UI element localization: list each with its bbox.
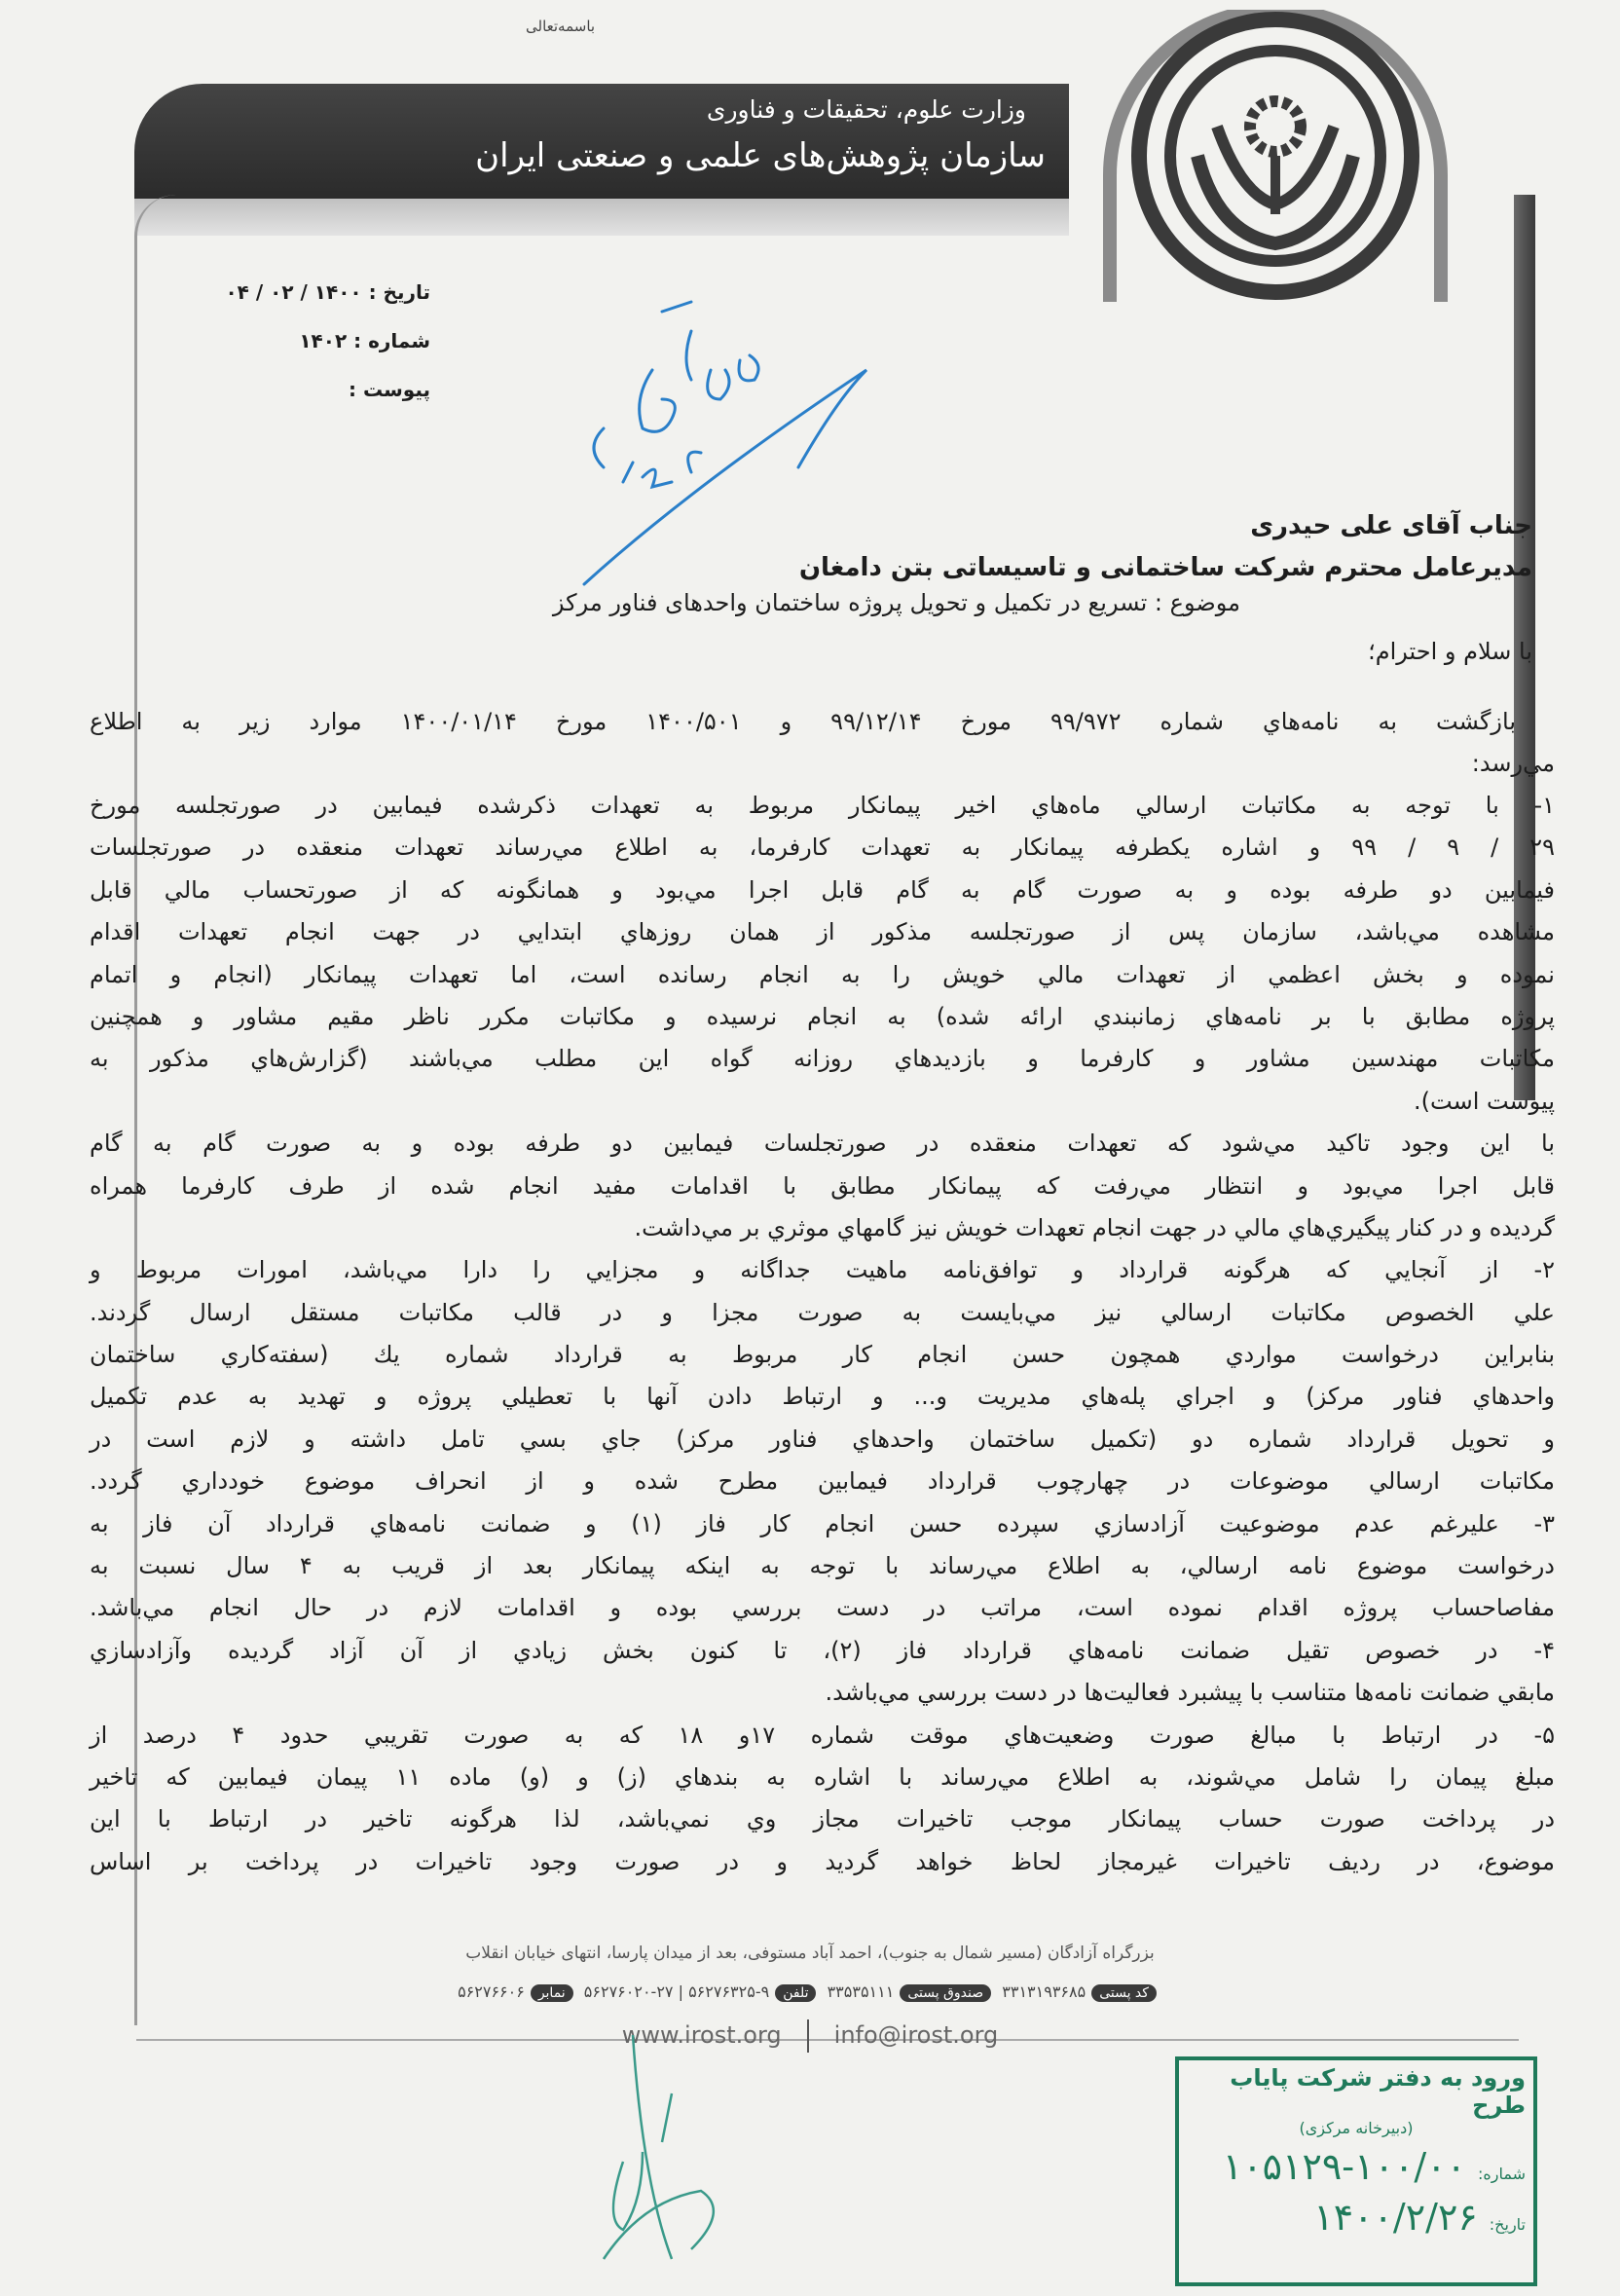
received-stamp [1175, 2056, 1537, 2286]
bismillah-heading: باسمه‌تعالی [526, 18, 596, 35]
organization-name: سازمان پژوهش‌های علمی و صنعتی ایران [475, 136, 1046, 175]
stamp-number-value: ۱۰۰/۰۰-۱۰۵۱۲۹ [1222, 2145, 1466, 2188]
divider [807, 2019, 809, 2053]
body-line: و تحويل قرارداد شماره دو (تكميل ساختمان واحدهاي فناور مركز) جاي بسي تامل داشته و لازم است در [90, 1425, 1555, 1453]
stamp-subtitle: (دبیرخانه مرکزی) [1299, 2119, 1414, 2137]
body-line: پيوست است). [1414, 1087, 1555, 1115]
footer-address: بزرگراه آزادگان (مسیر شمال به جنوب)، احمد آباد مستوفی، بعد از میدان پارسا، انتهای خیابان انقلاب [465, 1944, 1155, 1963]
body-line: با اين وجود تاكيد مي‌شود كه تعهدات منعقده در صورتجلسات فيمابين دو طرفه بوده و به صورت گام به گام [90, 1129, 1555, 1158]
body-line: مفاصاحساب پروژه اقدام نموده است، مراتب در دست بررسي بوده و اقدامات لازم در حال انجام مي‌باشد. [90, 1594, 1555, 1622]
body-line: ۱- با توجه به مكاتبات ارسالي ماه‌هاي اخير پيمانكار مربوط به تعهدات ذكرشده فيمابين در صورتجلسه مورخ [90, 792, 1555, 819]
footer-web [0, 2019, 1620, 2053]
body-line: در پرداخت صورت حساب پيمانكار موجب تاخيرات مجاز وي نمي‌باشد، لذا هرگونه تاخير در ارتباط با اين [90, 1805, 1555, 1833]
body-line: ۲۹ / ۹ / ۹۹ و اشاره يكطرفه پيمانكار به تعهدات كارفرما، به اطلاع مي‌رساند تعهدات منعقده در صورتجلسات [90, 833, 1555, 862]
letter-meta [206, 280, 430, 426]
letter-subject: موضوع : تسریع در تکمیل و تحویل پروژه ساختمان واحدهای فناور مرکز [552, 589, 1240, 616]
date-row [206, 280, 430, 329]
date-value: ۱۴۰۰ / ۰۲ / ۰۴ [225, 280, 362, 304]
fax: ۵۶۲۷۶۶۰۶ [458, 1982, 525, 2001]
organization-logo-icon [1071, 10, 1480, 321]
website-link[interactable]: www.irost.org [621, 2021, 782, 2049]
body-line: مشاهده مي‌باشد، سازمان پس از صورتجلسه مذكور از همان روزهاي ابتدايي در جهت انجام تعهدات اقدام [90, 918, 1555, 946]
body-line: مابقي ضمانت نامه‌ها متناسب با پيشبرد فعاليت‌ها در دست بررسي مي‌باشد. [825, 1679, 1555, 1707]
body-line: قابل اجرا مي‌بود و انتظار مي‌رفت كه پيمانكار مطابق با اقدامات مفيد انجام شده از طرف كارفرما همراه [90, 1171, 1555, 1200]
body-line: واحدهاي فناور مركز) و اجراي پله‌هاي مديريت و... و ارتباط دادن آنها با تعطيلي پروژه و تهديد به عدم تكميل [90, 1383, 1555, 1411]
signature-icon [584, 2035, 740, 2269]
stamp-title: ورود به دفتر شرکت پایاب طرح [1230, 2064, 1526, 2119]
greeting: با سلام و احترام؛ [1368, 638, 1532, 665]
ministry-name: وزارت علوم، تحقیقات و فناوری [706, 95, 1026, 124]
po-box-label: صندوق پستی [900, 1984, 991, 2002]
number-row [206, 329, 430, 378]
recipient-title: مدیرعامل محترم شرکت ساختمانی و تاسیساتی بتن دامغان [798, 553, 1532, 582]
number-label: شماره : [353, 329, 430, 352]
intro-line: بازگشت به نامه‌هاي شماره ۹۹/۹۷۲ مورخ ۹۹/۱۲/۱۴ و ۱۴۰۰/۵۰۱ مورخ ۱۴۰۰/۰۱/۱۴ موارد زير به اطلاع [90, 708, 1516, 735]
fax-label: نمابر [531, 1984, 573, 2002]
postal-code: ۳۳۱۳۱۹۳۶۸۵ [1002, 1982, 1086, 2001]
body-line: موضوع، در رديف تاخيرات غيرمجاز لحاظ خواهد گرديد و در صورت وجود تاخيرات در پرداخت بر اساس [90, 1847, 1555, 1875]
phone-label: تلفن [775, 1984, 816, 2002]
date-label: تاریخ : [368, 280, 430, 304]
letter-body [90, 785, 1555, 1883]
body-line: نموده و بخش اعظمي از تعهدات مالي خويش را به انجام رسانده است، اما تعهدات پيمانكار (انجام و اتمام [90, 960, 1555, 988]
stamp-date-value: ۱۴۰۰/۲/۲۶ [1313, 2196, 1478, 2239]
po-box: ۳۳۵۳۵۱۱۱ [827, 1982, 895, 2001]
intro-line: مي‌رسد: [1471, 750, 1555, 778]
recipient-name: جناب آقای علی حیدری [1250, 511, 1532, 540]
stamp-date-row [1187, 2196, 1526, 2239]
body-line: مكاتبات مهندسين مشاور و كارفرما و بازديدهاي روزانه گواه اين مطلب مي‌باشند (گزارش‌هاي مذكور به [90, 1045, 1555, 1073]
stamp-number-label: شماره: [1477, 2165, 1526, 2183]
body-line: بنابراين درخواست مواردي همچون حسن انجام كار مربوط به قرارداد شماره يك (سفته‌كاري ساختمان [90, 1341, 1555, 1369]
body-line: علي الخصوص مكاتبات ارسالي نيز مي‌بايست به صورت مجزا و در قالب مكاتبات مستقل ارسال گردند. [90, 1298, 1555, 1326]
phone: ۵۶۲۷۶۳۲۵-۹ | ۵۶۲۷۶۰۲۰-۲۷ [583, 1982, 770, 2001]
intro-paragraph [90, 701, 1555, 786]
postal-code-label: کد پستی [1091, 1984, 1157, 2002]
body-line: ۴- در خصوص تقيل ضمانت نامه‌هاي قرارداد فاز (۲)، تا كنون بخش زيادي از آن آزاد گرديده وآزادسازي [90, 1636, 1555, 1664]
body-line: درخواست موضوع نامه ارسالي، به اطلاع مي‌رساند با توجه به اينكه پيمانكار بعد از قريب به ۴ سال نسبت به [90, 1552, 1555, 1580]
body-line: پروژه مطابق با بر نامه‌هاي زمانبندي ارائه شده) به انجام نرسيده و مكاتبات مكرر ناظر مقيم مشاور و همچنين [90, 1002, 1555, 1030]
stamp-date-label: تاریخ: [1489, 2215, 1526, 2234]
email-link[interactable]: info@irost.org [833, 2021, 999, 2049]
attachment-row [206, 378, 430, 426]
body-line: مبلغ پيمان را شامل مي‌شوند، به اطلاع مي‌رساند با اشاره به بندهاي (ز) و (و) ماده ۱۱ پيمان فيمابين كه تاخير [90, 1762, 1555, 1791]
body-line: ۵- در ارتباط با مبالغ صورت وضعيت‌هاي موقت شماره ۱۷و ۱۸ كه به صورت تقريبي حدود ۴ درصد از [90, 1721, 1555, 1749]
body-line: ۲- از آنجايي كه هرگونه قرارداد و توافق‌نامه ماهيت جداگانه و مجزايي را دارا مي‌باشد، امورات مربوط و [90, 1256, 1555, 1284]
footer-contacts [0, 1982, 1620, 2002]
body-line: مكاتبات ارسالي موضوعات در چهارچوب قرارداد فيمابين مطرح شده و از انحراف موضوع خودداري گردد. [90, 1467, 1555, 1496]
stamp-number-row [1187, 2145, 1526, 2188]
body-line: گرديده و در كنار پيگيري‌هاي مالي در جهت انجام تعهدات خويش نيز گامهاي موثري بر مي‌داشت. [634, 1213, 1555, 1241]
attachment-label: پیوست : [348, 378, 430, 401]
body-line: فيمابين دو طرفه بوده و به صورت گام به گام قابل اجرا مي‌بود و همانگونه كه از صورتحساب مالي قابل [90, 875, 1555, 904]
number-value: ۱۴۰۲ [299, 329, 348, 352]
letterhead-band-shadow [134, 195, 1069, 236]
body-line: ۳- عليرغم عدم موضوعيت آزادسازي سپرده حسن انجام كار فاز (۱) و ضمانت نامه‌هاي قرارداد آن فاز به [90, 1509, 1555, 1537]
